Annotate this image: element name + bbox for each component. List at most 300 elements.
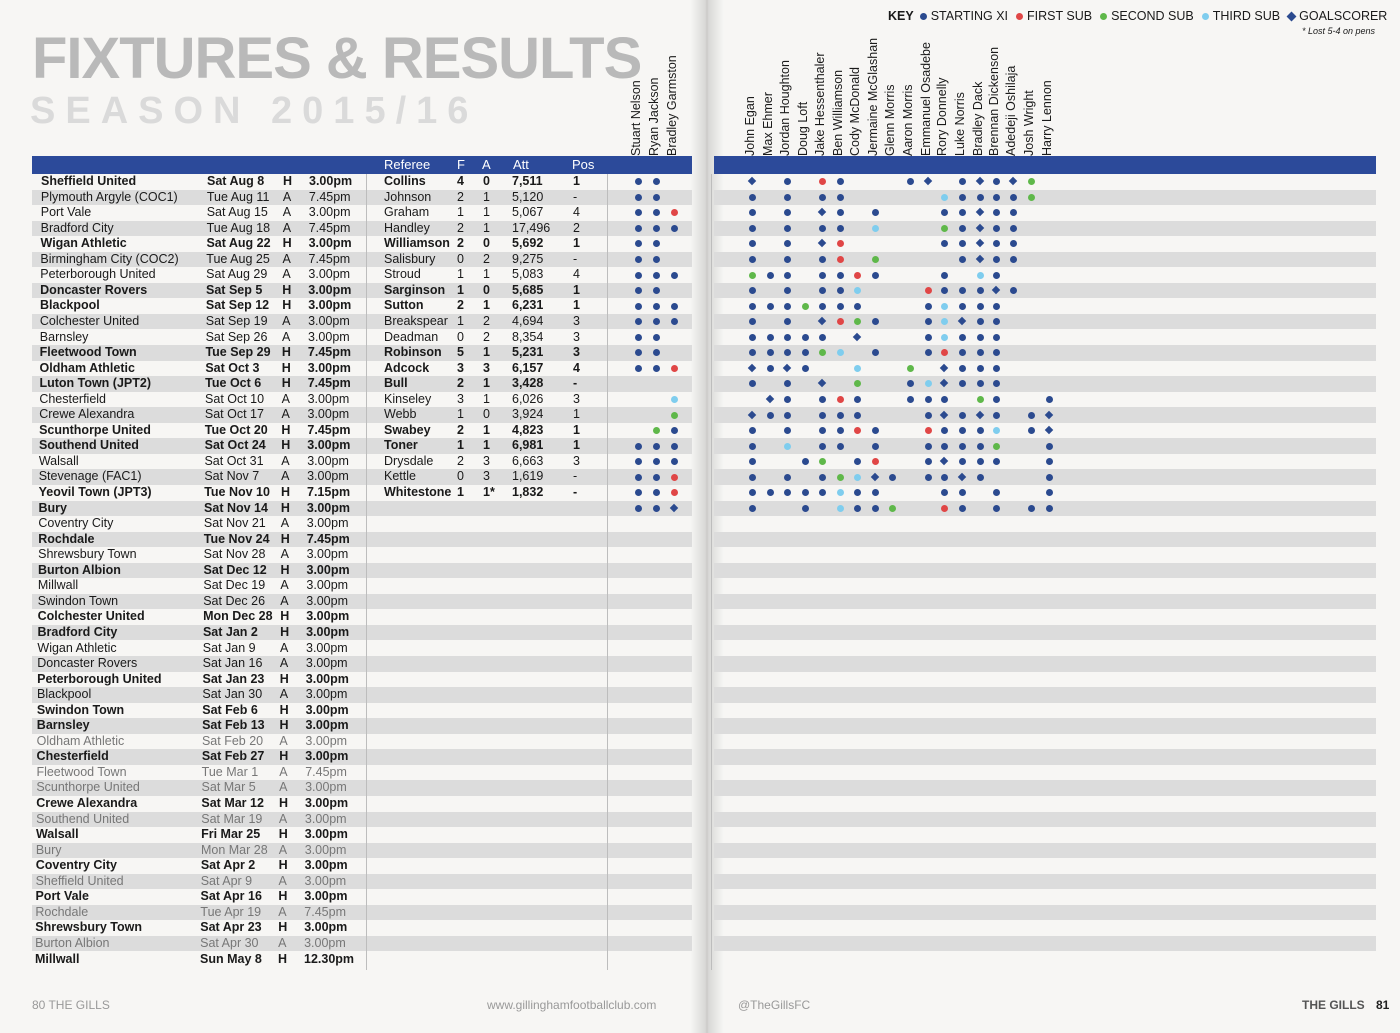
appearance-dot-icon — [749, 194, 756, 201]
date-cell: Tue Nov 10 — [204, 485, 270, 499]
date-cell: Sat Nov 14 — [204, 500, 268, 515]
opponent-cell: Peterborough United — [40, 267, 156, 282]
appearance-dot-icon — [872, 505, 879, 512]
venue-cell: H — [280, 624, 290, 639]
opponent-cell: Doncaster Rovers — [37, 656, 138, 671]
appearance-dot-icon — [872, 225, 879, 232]
opponent-cell: Luton Town (JPT2) — [39, 376, 151, 391]
appearance-dot-icon — [959, 178, 966, 185]
row-stripe — [714, 905, 1376, 921]
appearance-dot-icon — [784, 380, 791, 387]
appearance-dot-icon — [959, 303, 966, 310]
date-cell: Sat Sep 26 — [205, 329, 268, 344]
table-row — [0, 407, 700, 423]
dot-icon — [1202, 13, 1209, 20]
appearance-dot-icon — [749, 303, 756, 310]
appearance-dot-icon — [1046, 443, 1053, 450]
opponent-cell: Doncaster Rovers — [40, 282, 148, 297]
opponent-cell: Swindon Town — [36, 702, 125, 717]
opponent-cell: Oldham Athletic — [39, 360, 135, 375]
col-header-attendance: Att — [513, 157, 529, 172]
opponent-cell: Millwall — [35, 951, 80, 966]
date-cell: Sat Feb 20 — [201, 733, 264, 748]
player-name-column — [1006, 40, 1022, 156]
appearance-dot-icon — [837, 489, 844, 496]
appearance-dot-icon — [837, 396, 844, 403]
appearance-dot-icon — [925, 458, 932, 465]
table-row — [0, 376, 700, 392]
table-row — [0, 267, 700, 283]
appearance-dot-icon — [941, 272, 948, 279]
date-cell: Sat Jan 30 — [202, 687, 263, 702]
kickoff-cell: 3.00pm — [305, 687, 348, 702]
appearance-dot-icon — [653, 334, 660, 341]
venue-cell: H — [280, 531, 290, 546]
diamond-icon — [1287, 11, 1297, 21]
position-cell: 4 — [573, 267, 580, 282]
dot-icon — [1016, 13, 1023, 20]
date-cell: Sat Sep 19 — [205, 313, 268, 328]
divider-results — [607, 174, 608, 970]
player-name: John Egan — [743, 96, 757, 156]
appearance-dot-icon — [907, 396, 914, 403]
venue-cell: A — [278, 935, 287, 950]
goals-for-cell: 4 — [457, 174, 464, 188]
date-cell: Sat Nov 21 — [203, 516, 266, 531]
date-cell: Tue Apr 19 — [200, 904, 262, 919]
appearance-dot-icon — [767, 272, 774, 279]
table-row — [0, 190, 700, 206]
player-name-column — [780, 40, 796, 156]
opponent-cell: Bradford City — [40, 220, 114, 235]
table-row — [0, 843, 700, 859]
appearance-dot-icon — [767, 349, 774, 356]
table-row — [0, 703, 700, 719]
venue-cell: A — [282, 205, 292, 220]
appearance-dot-icon — [635, 287, 642, 294]
appearance-dot-icon — [784, 318, 791, 325]
goals-against-cell: 1 — [483, 220, 490, 235]
position-cell: 3 — [573, 345, 580, 360]
appearance-dot-icon — [959, 489, 966, 496]
attendance-cell: 3,924 — [512, 407, 544, 422]
venue-cell: H — [280, 609, 290, 624]
opponent-cell: Birmingham City (COC2) — [40, 251, 179, 266]
referee-cell: Toner — [384, 438, 418, 453]
appearance-dot-icon — [767, 303, 774, 310]
goals-against-cell: 3 — [483, 360, 490, 375]
appearance-dot-icon — [854, 318, 861, 325]
appearance-dot-icon — [925, 287, 932, 294]
appearance-dot-icon — [993, 412, 1000, 419]
date-cell: Sat Apr 23 — [200, 920, 262, 935]
appearance-dot-icon — [1010, 256, 1017, 263]
appearance-dot-icon — [925, 318, 932, 325]
player-name-column — [631, 40, 647, 156]
legend-items — [920, 9, 1388, 23]
appearance-dot-icon — [925, 380, 932, 387]
appearance-dot-icon — [749, 474, 756, 481]
date-cell: Tue Nov 24 — [203, 531, 270, 546]
kickoff-cell: 3.00pm — [306, 562, 350, 577]
row-stripe — [714, 283, 1376, 299]
appearance-dot-icon — [1028, 194, 1035, 201]
table-row — [0, 889, 700, 905]
appearance-dot-icon — [635, 194, 642, 201]
opponent-cell: Plymouth Argyle (COC1) — [40, 189, 178, 204]
appearance-dot-icon — [889, 474, 896, 481]
opponent-cell: Millwall — [37, 578, 79, 593]
appearance-dot-icon — [993, 443, 1000, 450]
opponent-cell: Chesterfield — [39, 391, 107, 406]
attendance-cell: 4,823 — [512, 422, 544, 437]
appearance-dot-icon — [854, 458, 861, 465]
player-name-column — [667, 40, 683, 156]
appearance-dot-icon — [872, 427, 879, 434]
date-cell: Tue Oct 20 — [204, 422, 268, 437]
appearance-dot-icon — [993, 194, 1000, 201]
season-subtitle: SEASON 2015/16 — [30, 90, 479, 132]
appearance-dot-icon — [784, 349, 791, 356]
appearance-dot-icon — [977, 334, 984, 341]
position-cell: 3 — [573, 329, 580, 344]
appearance-dot-icon — [941, 427, 948, 434]
position-cell: - — [573, 376, 578, 391]
position-cell: 3 — [573, 391, 580, 406]
opponent-cell: Blackpool — [37, 687, 92, 702]
table-row — [0, 174, 700, 190]
appearance-dot-icon — [854, 380, 861, 387]
appearance-dot-icon — [925, 334, 932, 341]
attendance-cell: 4,694 — [512, 313, 544, 328]
appearance-dot-icon — [671, 427, 678, 434]
appearance-dot-icon — [635, 443, 642, 450]
appearance-dot-icon — [767, 365, 774, 372]
kickoff-cell: 3.00pm — [308, 313, 350, 328]
goals-against-cell: 1 — [483, 267, 490, 282]
appearance-dot-icon — [802, 303, 809, 310]
table-row — [0, 672, 700, 688]
opponent-cell: Bury — [35, 842, 62, 857]
goals-for-cell: 1 — [457, 485, 464, 499]
appearance-dot-icon — [959, 256, 966, 263]
venue-cell: A — [281, 453, 290, 468]
date-cell: Sat Mar 12 — [201, 796, 264, 810]
date-cell: Fri Mar 25 — [201, 827, 261, 842]
opponent-cell: Burton Albion — [38, 562, 121, 577]
attendance-cell: 8,354 — [512, 329, 544, 344]
date-cell: Sat Feb 27 — [201, 749, 265, 764]
venue-cell: A — [281, 407, 290, 422]
table-row — [0, 501, 700, 517]
attendance-cell: 6,663 — [512, 453, 544, 468]
appearance-dot-icon — [925, 427, 932, 434]
position-cell: 1 — [573, 236, 580, 251]
appearance-dot-icon — [977, 349, 984, 356]
goals-for-cell: 2 — [457, 298, 464, 313]
table-row — [0, 236, 700, 252]
opponent-cell: Peterborough United — [37, 671, 162, 686]
goals-for-cell: 0 — [457, 469, 464, 484]
appearance-dot-icon — [653, 349, 660, 356]
appearance-dot-icon — [784, 303, 791, 310]
player-name: Bradley Dack — [971, 81, 985, 156]
appearance-dot-icon — [749, 272, 756, 279]
appearance-dot-icon — [925, 396, 932, 403]
appearance-dot-icon — [959, 349, 966, 356]
appearance-dot-icon — [749, 427, 756, 434]
table-row — [0, 936, 700, 952]
legend-item — [920, 9, 1008, 23]
appearance-dot-icon — [1010, 240, 1017, 247]
appearance-dot-icon — [802, 489, 809, 496]
goals-against-cell: 1 — [483, 422, 490, 437]
appearance-dot-icon — [749, 458, 756, 465]
goals-against-cell: 2 — [483, 329, 490, 344]
venue-cell: H — [278, 920, 288, 935]
player-name: Aaron Morris — [901, 84, 915, 156]
opponent-cell: Oldham Athletic — [36, 733, 125, 748]
appearance-dot-icon — [653, 474, 660, 481]
player-name: Cody McDonald — [848, 67, 862, 156]
appearance-dot-icon — [837, 225, 844, 232]
kickoff-cell: 3.00pm — [304, 827, 348, 842]
appearance-dot-icon — [959, 505, 966, 512]
dot-icon — [1100, 13, 1107, 20]
venue-cell: H — [283, 174, 293, 188]
appearance-dot-icon — [941, 505, 948, 512]
kickoff-cell: 3.00pm — [306, 547, 349, 562]
opponent-cell: Walsall — [35, 827, 79, 842]
attendance-cell: 6,981 — [512, 438, 544, 453]
appearance-dot-icon — [635, 303, 642, 310]
table-row — [0, 345, 700, 361]
attendance-cell: 1,832 — [512, 485, 544, 499]
kickoff-cell: 12.30pm — [304, 951, 355, 966]
appearance-dot-icon — [635, 256, 642, 263]
referee-cell: Williamson — [384, 236, 450, 251]
appearance-dot-icon — [837, 209, 844, 216]
player-name: Bradley Garmston — [665, 55, 679, 156]
appearance-dot-icon — [671, 365, 678, 372]
position-cell: 3 — [573, 453, 580, 468]
appearance-dot-icon — [819, 349, 826, 356]
table-row — [0, 796, 700, 812]
appearance-dot-icon — [959, 225, 966, 232]
appearance-dot-icon — [749, 240, 756, 247]
appearance-dot-icon — [671, 412, 678, 419]
appearance-dot-icon — [802, 365, 809, 372]
legend-item-label: THIRD SUB — [1212, 9, 1281, 23]
venue-cell: A — [279, 780, 288, 795]
venue-cell: A — [281, 391, 290, 406]
appearance-dot-icon — [819, 272, 826, 279]
date-cell: Sat Oct 10 — [205, 391, 265, 406]
appearance-dot-icon — [749, 443, 756, 450]
player-name: Brennan Dickenson — [987, 46, 1001, 156]
appearance-dot-icon — [671, 489, 678, 496]
appearance-dot-icon — [959, 334, 966, 341]
position-cell: 1 — [573, 422, 580, 437]
goals-for-cell: 2 — [457, 220, 464, 235]
goals-against-cell: 1 — [483, 345, 490, 360]
row-stripe — [714, 532, 1376, 548]
appearance-dot-icon — [819, 489, 826, 496]
row-stripe — [714, 718, 1376, 734]
venue-cell: A — [282, 313, 291, 328]
row-stripe — [714, 345, 1376, 361]
position-cell: 1 — [573, 174, 580, 188]
col-header-referee: Referee — [384, 157, 431, 172]
appearance-dot-icon — [671, 396, 678, 403]
footer-right-num: 81 — [1376, 998, 1390, 1012]
appearance-dot-icon — [907, 365, 914, 372]
attendance-cell: 7,511 — [512, 174, 543, 188]
goals-against-cell: 1 — [483, 205, 490, 220]
opponent-cell: Stevenage (FAC1) — [38, 469, 142, 484]
appearance-dot-icon — [837, 178, 844, 185]
table-row — [0, 718, 700, 734]
appearance-dot-icon — [749, 318, 756, 325]
referee-cell: Whitestone — [384, 485, 452, 499]
appearance-dot-icon — [653, 209, 660, 216]
opponent-cell: Yeovil Town (JPT3) — [38, 485, 152, 499]
appearance-dot-icon — [819, 256, 826, 263]
kickoff-cell: 3.00pm — [305, 733, 348, 748]
appearance-dot-icon — [925, 303, 932, 310]
kickoff-cell: 3.00pm — [307, 360, 351, 375]
appearance-dot-icon — [802, 505, 809, 512]
goals-for-cell: 5 — [457, 345, 464, 360]
appearance-dot-icon — [854, 412, 861, 419]
page-title: FIXTURES & RESULTS — [32, 26, 642, 91]
opponent-cell: Shrewsbury Town — [35, 920, 142, 935]
opponent-cell: Colchester United — [37, 609, 145, 624]
goals-against-cell: 1 — [483, 189, 490, 204]
table-row — [0, 905, 700, 921]
goals-for-cell: 2 — [457, 189, 464, 204]
appearance-dot-icon — [993, 209, 1000, 216]
venue-cell: A — [279, 656, 289, 671]
appearance-dot-icon — [635, 240, 642, 247]
appearance-dot-icon — [749, 334, 756, 341]
kickoff-cell: 7.45pm — [306, 531, 350, 546]
appearance-dot-icon — [977, 365, 984, 372]
appearance-dot-icon — [819, 225, 826, 232]
legend-item — [1100, 9, 1194, 23]
appearance-dot-icon — [993, 380, 1000, 387]
opponent-cell: Sheffield United — [41, 174, 137, 188]
appearance-dot-icon — [653, 194, 660, 201]
appearance-dot-icon — [872, 489, 879, 496]
goals-for-cell: 2 — [457, 453, 464, 468]
date-cell: Sat Dec 19 — [203, 578, 266, 593]
appearance-dot-icon — [819, 178, 826, 185]
table-row — [0, 609, 700, 625]
player-name-column — [885, 40, 901, 156]
appearance-dot-icon — [925, 412, 932, 419]
kickoff-cell: 7.45pm — [307, 376, 351, 391]
appearance-dot-icon — [784, 194, 791, 201]
kickoff-cell: 3.00pm — [304, 935, 346, 950]
table-row — [0, 952, 700, 968]
appearance-dot-icon — [767, 412, 774, 419]
player-name: Doug Loft — [796, 101, 810, 156]
table-row — [0, 485, 700, 501]
dot-icon — [920, 13, 927, 20]
appearance-dot-icon — [635, 505, 642, 512]
date-cell: Sat Oct 31 — [204, 453, 264, 468]
appearance-dot-icon — [819, 412, 826, 419]
row-stripe — [714, 874, 1376, 890]
goals-for-cell: 2 — [457, 376, 464, 391]
appearance-dot-icon — [941, 240, 948, 247]
position-cell: 4 — [573, 360, 580, 375]
appearance-dot-icon — [837, 474, 844, 481]
kickoff-cell: 3.00pm — [308, 329, 350, 344]
appearance-dot-icon — [993, 427, 1000, 434]
goals-for-cell: 1 — [457, 313, 464, 328]
appearance-dot-icon — [749, 256, 756, 263]
kickoff-cell: 3.00pm — [306, 593, 348, 608]
appearance-dot-icon — [993, 256, 1000, 263]
referee-cell: Collins — [384, 174, 426, 188]
venue-cell: H — [279, 671, 289, 686]
goals-for-cell: 1 — [457, 205, 464, 220]
opponent-cell: Barnsley — [39, 329, 89, 344]
appearance-dot-icon — [671, 458, 678, 465]
footer-website: www.gillinghamfootballclub.com — [487, 998, 657, 1012]
venue-cell: H — [279, 702, 289, 717]
appearance-dot-icon — [993, 225, 1000, 232]
appearance-dot-icon — [977, 443, 984, 450]
kickoff-cell: 3.00pm — [305, 702, 349, 717]
appearance-dot-icon — [959, 443, 966, 450]
attendance-cell: 5,685 — [512, 282, 544, 297]
row-stripe — [714, 314, 1376, 330]
appearance-dot-icon — [837, 318, 844, 325]
appearance-dot-icon — [784, 489, 791, 496]
date-cell: Sat Aug 15 — [206, 205, 268, 220]
table-row — [0, 812, 700, 828]
col-header-for: F — [457, 157, 465, 172]
table-row — [0, 469, 700, 485]
kickoff-cell: 3.00pm — [307, 407, 350, 422]
player-name: Josh Wright — [1022, 90, 1036, 156]
goals-for-cell: 2 — [457, 236, 464, 251]
appearance-dot-icon — [653, 427, 660, 434]
date-cell: Sat Apr 9 — [200, 873, 253, 888]
appearance-dot-icon — [837, 349, 844, 356]
appearance-dot-icon — [993, 458, 1000, 465]
goals-for-cell: 2 — [457, 422, 464, 437]
appearance-dot-icon — [802, 349, 809, 356]
appearance-dot-icon — [941, 318, 948, 325]
goals-against-cell: 0 — [483, 407, 490, 422]
appearance-dot-icon — [1046, 489, 1053, 496]
date-cell: Sat Dec 12 — [203, 562, 267, 577]
venue-cell: A — [280, 640, 289, 655]
opponent-cell: Crewe Alexandra — [36, 796, 138, 810]
footer-left-page: 80 THE GILLS — [32, 998, 110, 1012]
appearance-dot-icon — [941, 209, 948, 216]
referee-cell: Salisbury — [384, 251, 436, 266]
appearance-dot-icon — [837, 256, 844, 263]
goals-against-cell: 2 — [483, 313, 490, 328]
attendance-cell: 5,067 — [512, 205, 544, 220]
row-stripe — [714, 656, 1376, 672]
appearance-dot-icon — [749, 287, 756, 294]
